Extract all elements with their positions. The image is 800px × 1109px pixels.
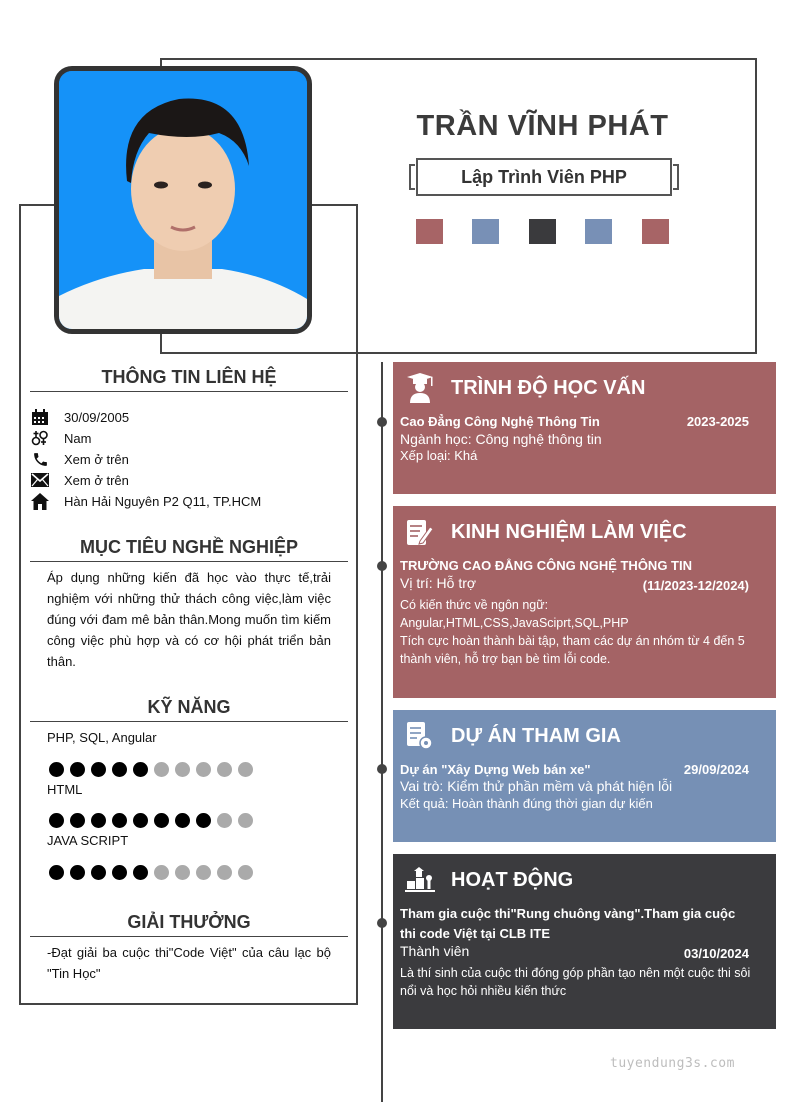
timeline-dot <box>377 561 387 571</box>
experience-card <box>393 506 776 698</box>
skill-rating <box>49 813 253 828</box>
skill-dot-filled <box>112 762 127 777</box>
projects-header <box>405 718 621 754</box>
education-period: 2023-2025 <box>686 414 749 429</box>
activity-desc: Là thí sinh của cuộc thi đóng góp phần tạo nên một cuộc thi sôi nổi và học hỏi nhiều kiến thức <box>400 966 751 998</box>
education-school: Cao Đẳng Công Nghệ Thông Tin <box>400 414 600 429</box>
skill-dot-filled <box>133 865 148 880</box>
watermark: tuyendung3s.com <box>610 1056 735 1071</box>
skill-dot-empty <box>154 762 169 777</box>
timeline-line <box>381 362 383 1102</box>
skill-dot-filled <box>133 762 148 777</box>
skill-dot-empty <box>196 762 211 777</box>
activities-heading: HOẠT ĐỘNG <box>451 868 574 891</box>
skill-dot-empty <box>175 865 190 880</box>
color-swatch <box>416 219 443 244</box>
contact-phone <box>30 450 129 468</box>
skill-dot-empty <box>217 813 232 828</box>
skill-rating <box>49 865 253 880</box>
experience-desc-3: Tích cực hoàn thành bài tập, tham các dự án nhóm từ 4 đến 5 thành viên, hỗ trợ bạn bè tìm lỗi code. <box>400 634 745 666</box>
experience-desc-1: Có kiến thức về ngôn ngữ: <box>400 598 549 612</box>
job-title: Lập Trình Viên PHP <box>461 166 627 187</box>
candidate-name: TRẦN VĨNH PHÁT <box>416 110 669 142</box>
experience-heading: KINH NGHIỆM LÀM VIỆC <box>451 520 687 543</box>
skill-dot-filled <box>175 813 190 828</box>
skill-label: PHP, SQL, Angular <box>47 730 157 745</box>
skill-dot-empty <box>217 865 232 880</box>
skill-dot-empty <box>238 762 253 777</box>
project-role: Vai trò: Kiểm thử phần mềm và phát hiện lỗi <box>400 778 673 794</box>
experience-period: (11/2023-12/2024) <box>642 578 749 593</box>
left-column-frame-right <box>356 204 358 1005</box>
contact-email <box>30 471 129 489</box>
activities-card <box>393 854 776 1029</box>
skill-dot-filled <box>133 813 148 828</box>
skill-dot-empty <box>238 813 253 828</box>
skill-dot-empty <box>175 762 190 777</box>
skill-dot-filled <box>91 762 106 777</box>
job-title-box <box>416 158 672 196</box>
color-swatch <box>585 219 612 244</box>
phone-icon <box>30 450 50 468</box>
timeline-dot <box>377 918 387 928</box>
experience-company: TRƯỜNG CAO ĐẲNG CÔNG NGHỆ THÔNG TIN <box>400 558 692 573</box>
activity-date: 03/10/2024 <box>683 946 749 961</box>
skill-label: HTML <box>47 782 83 797</box>
education-grade: Xếp loại: Khá <box>400 448 478 463</box>
contact-gender <box>30 429 91 447</box>
email-value: Xem ở trên <box>64 472 129 488</box>
graduate-icon <box>405 373 435 403</box>
address-value: Hàn Hải Nguyên P2 Q11, TP.HCM <box>64 493 262 509</box>
document-edit-icon <box>405 517 435 547</box>
skill-dot-filled <box>91 813 106 828</box>
skill-dot-filled <box>112 865 127 880</box>
awards-section-title: GIẢI THƯỞNG <box>127 912 251 932</box>
podium-icon <box>405 865 435 895</box>
activity-role: Thành viên <box>400 943 470 959</box>
experience-position: Vị trí: Hỗ trợ <box>400 575 477 591</box>
divider <box>30 561 348 562</box>
calendar-icon <box>30 408 50 426</box>
email-icon <box>30 471 50 489</box>
objective-section-title: MỤC TIÊU NGHỀ NGHIỆP <box>79 537 298 557</box>
skill-dot-filled <box>112 813 127 828</box>
divider <box>30 721 348 722</box>
projects-card <box>393 710 776 842</box>
skill-dot-empty <box>154 865 169 880</box>
divider <box>30 391 348 392</box>
project-date: 29/09/2024 <box>683 762 749 777</box>
left-column-frame-bottom <box>19 1003 358 1005</box>
timeline-dot <box>377 764 387 774</box>
home-icon <box>30 492 50 510</box>
skills-section-title: KỸ NĂNG <box>147 697 231 717</box>
activities-header <box>405 862 573 898</box>
birthday-value: 30/09/2005 <box>64 409 130 425</box>
contact-address <box>30 492 261 510</box>
document-gear-icon <box>405 721 435 751</box>
contact-section-title: THÔNG TIN LIÊN HỆ <box>101 367 277 387</box>
skill-dot-empty <box>196 865 211 880</box>
divider <box>30 936 348 937</box>
color-swatch <box>472 219 499 244</box>
activity-name: Tham gia cuộc thi"Rung chuông vàng".Tham gia cuộc thi code Việt tại CLB ITE <box>400 906 736 941</box>
skill-dot-filled <box>154 813 169 828</box>
skill-dot-filled <box>70 865 85 880</box>
color-swatch <box>529 219 556 244</box>
projects-heading: DỰ ÁN THAM GIA <box>451 724 621 747</box>
experience-header <box>405 514 687 550</box>
phone-value: Xem ở trên <box>64 451 129 467</box>
skill-dot-filled <box>70 762 85 777</box>
skill-dot-filled <box>70 813 85 828</box>
objective-text: Áp dụng những kiến đã học vào thực tế,trải nghiệm với những thử thách công việc,làm việc đúng với đam mê bản thân.Mong muốn tìm kiếm công việc phù hợp và có cơ hội phát triển bản thân. <box>47 570 331 669</box>
profile-photo <box>54 66 312 334</box>
skill-dot-filled <box>91 865 106 880</box>
color-swatch <box>642 219 669 244</box>
education-heading: TRÌNH ĐỘ HỌC VẤN <box>451 376 646 399</box>
education-major: Ngành học: Công nghệ thông tin <box>400 431 602 447</box>
skill-dot-filled <box>49 813 64 828</box>
gender-value: Nam <box>64 430 92 446</box>
skill-dot-empty <box>217 762 232 777</box>
project-result: Kết quả: Hoàn thành đúng thời gian dự kiến <box>400 796 653 811</box>
education-header <box>405 370 645 406</box>
gender-icon <box>30 429 50 447</box>
education-card <box>393 362 776 494</box>
skill-label: JAVA SCRIPT <box>47 833 129 848</box>
skill-dot-filled <box>49 762 64 777</box>
skill-dot-filled <box>49 865 64 880</box>
skill-rating <box>49 762 253 777</box>
contact-birthday <box>30 408 129 426</box>
awards-text: -Đạt giải ba cuộc thi"Code Việt" của câu lạc bộ "Tin Học" <box>47 945 331 981</box>
skill-dot-filled <box>196 813 211 828</box>
project-name: Dự án "Xây Dựng Web bán xe" <box>400 762 591 777</box>
timeline-dot <box>377 417 387 427</box>
skill-dot-empty <box>238 865 253 880</box>
experience-desc-2: Angular,HTML,CSS,JavaSciprt,SQL,PHP <box>400 616 629 630</box>
